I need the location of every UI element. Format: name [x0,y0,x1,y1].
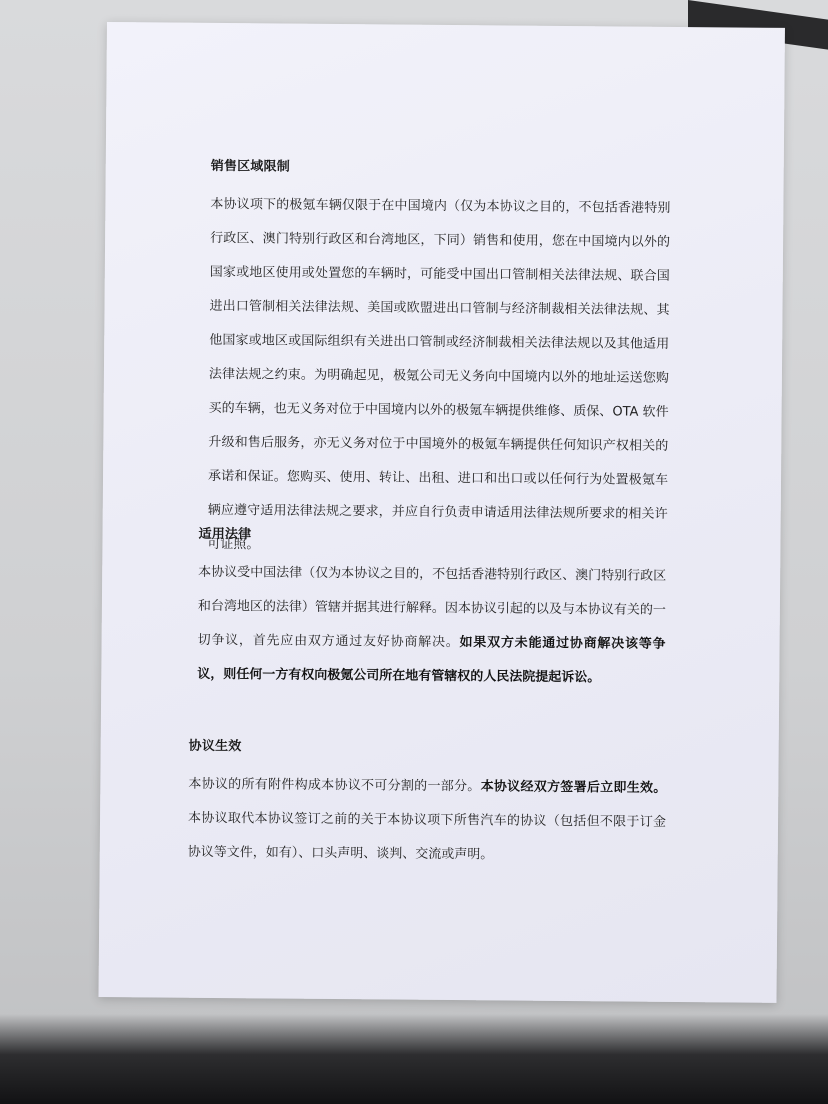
paragraph-text: 本协议的所有附件构成本协议不可分割的一部分。 [188,776,481,795]
section-paragraph [207,188,670,566]
paragraph-text: 本协议受中国法律（仅为本协议之目的，不包括香港特别行政区、澳门特别行政区和台湾地区的法律）管辖并据其进行解释。因本协议引起的以及与本协议有关的一切争议，首先应由双方通过友好协商解决。 [197,564,667,651]
paragraph-text: 本协议项下的极氪车辆仅限于在中国境内（仅为本协议之目的，不包括香港特别行政区、澳门特别行政区和台湾地区，下同）销售和使用，您在中国境内以外的国家或地区使用或处置您的车辆时，可能受中国出口管制相关法律法规、联合国进出口管制相关法律法规、美国或欧盟进出口管制与经济制裁相关法律法规、其他国家或地区或国际组织有关进出口管制或经济制裁相关法律法规以及其他适用法律法规之约束。为明确起见，极氪公司无义务向中国境内以外的地址运送您购买的车辆，也无义务对位于中国境内以外的极氪车辆提供维修、质保、OTA 软件升级和售后服务，亦无义务对位于中国境外的极氪车辆提供任何知识产权相关的承诺和保证。您购买、使用、转让、出租、进口和出口或以任何行为处置极氪车辆应遵守适用法律法规之要求，并应自行负责申请适用法律法规所要求的相关许可证照。 [207,196,671,553]
section-governing-law [197,523,666,696]
paragraph-text: 本协议取代本协议签订之前的关于本协议项下所售汽车的协议（包括但不限于订金协议等文件，如有）、口头声明、谈判、交流或声明。 [187,810,667,863]
section-heading: 适用法律 [198,526,252,543]
paragraph-bold-text: 如果双方未能通过协商解决该等争议，则任何一方有权向极氪公司所在地有管辖权的人民法院提起诉讼。 [197,635,666,686]
table-shadow [0,1014,828,1104]
section-paragraph [197,556,666,696]
paper-sheet [98,22,784,1003]
paragraph-bold-text: 本协议经双方签署后立即生效。 [480,779,667,796]
section-heading: 销售区域限制 [210,158,291,175]
section-paragraph [188,768,667,874]
section-sales-region-restriction [207,155,671,566]
section-heading: 协议生效 [188,738,242,755]
section-agreement-effectiveness [188,735,667,874]
